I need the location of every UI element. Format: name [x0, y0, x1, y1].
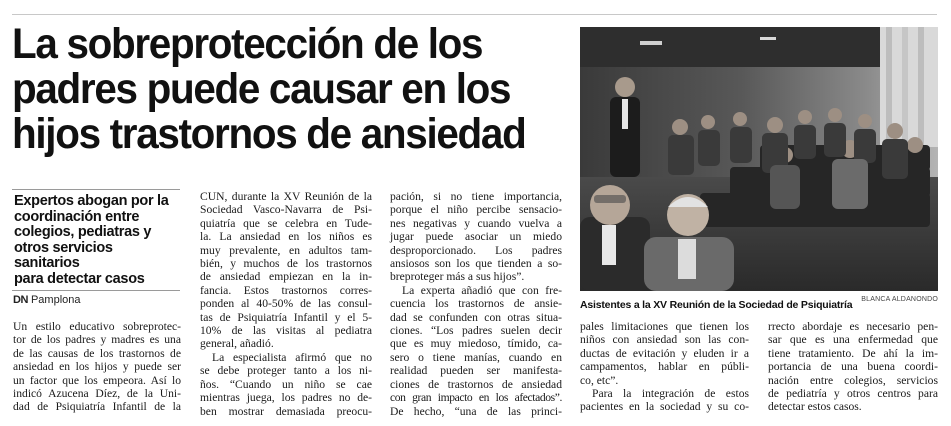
deck-line: para detectar casos	[14, 270, 145, 287]
text-line: indicó Azucena Díez, de la Uni-	[13, 387, 181, 401]
headline-line: padres puede causar en los	[12, 65, 511, 113]
byline-source: DN	[13, 294, 28, 306]
text-line: porque el niño percibe sensacio-	[390, 203, 562, 217]
byline-place: Pamplona	[30, 294, 81, 306]
text-line: rrecto abordaje es necesario pen-	[768, 320, 938, 333]
text-line: ansiedad en los hijos y puede ser	[13, 360, 181, 374]
text-line: detectar estos casos.	[768, 400, 862, 414]
text-line: general, añadió.	[200, 337, 274, 351]
text-line: ponden al 40-50% de las consul-	[200, 297, 372, 311]
text-line: de las causas de los trastornos de	[13, 346, 181, 360]
text-line: ben mostrar demasiada preocu-	[200, 404, 372, 418]
text-line: bién, y muchos de los trastornos	[200, 257, 372, 271]
text-line: niños con ansiedad son las con-	[580, 333, 749, 347]
text-line: la. La ansiedad en los niños es	[200, 230, 372, 244]
text-line: tor de los padres y madres es una	[13, 333, 181, 347]
text-line: cuencia los trastornos de ansie-	[390, 297, 562, 311]
text-line: mientras juega, los padres no de-	[200, 391, 372, 405]
article-column-2	[200, 190, 372, 418]
caption-text: Asistentes a la XV Reunión de la Sociedad de Psiquiatría	[580, 299, 853, 311]
top-rule	[12, 14, 937, 15]
text-line: ansiosos son los que tienden a so-	[390, 257, 562, 271]
text-line: pacientes en la sociedad y su co-	[580, 400, 749, 414]
text-line: fancia. Estos trastornos corres-	[200, 283, 372, 297]
text-line: Sociedad Vasco-Navarra de Psi-	[200, 203, 372, 217]
text-line: se debe proteger tanto a los ni-	[200, 364, 372, 378]
deck-line: otros servicios sanitarios	[14, 239, 113, 271]
deck-subheadline	[14, 194, 180, 287]
text-line: que es muy miedoso, tímido, ca-	[390, 337, 562, 351]
byline	[13, 294, 81, 306]
headline-line: hijos trastornos de ansiedad	[12, 110, 526, 158]
text-line: nes negativas y cuando vuelva a	[390, 216, 562, 230]
photo-caption	[580, 295, 938, 313]
text-line: portancia de una buena coordi-	[768, 360, 938, 374]
deck-line: coordinación entre	[14, 208, 140, 225]
text-line: tiene tratamiento. De ahí la im-	[768, 346, 938, 360]
text-line: campamentos, hablar en públi-	[580, 360, 749, 374]
text-line: breproteger más a sus hijos”.	[390, 270, 525, 284]
text-line: de pediatría y otros centros para	[768, 387, 938, 401]
conference-photo	[580, 27, 938, 291]
headline-line: La sobreprotección de los	[12, 20, 483, 68]
deck-line: colegios, pediatras y	[14, 224, 152, 240]
text-line: muy prevalente, en adultos tam-	[200, 243, 372, 257]
text-line: pales limitaciones que tienen los	[580, 320, 749, 333]
text-line: co, etc”.	[580, 373, 619, 387]
text-line: un factor que los empeora. Así lo	[13, 373, 181, 387]
article-column-4	[580, 320, 749, 414]
article-column-3	[390, 190, 562, 418]
text-line: dad se confunden con otras situa-	[390, 310, 562, 324]
text-line: CUN, durante la XV Reunión de la	[200, 190, 372, 203]
text-line: pación, si no tiene importancia,	[390, 190, 562, 203]
text-line: realidad pueden ser manifesta-	[390, 364, 562, 378]
text-line: nación entre colegios, servicios	[768, 373, 938, 387]
text-line: ductas de evitación y eluden ir a	[580, 346, 749, 360]
deck-top-rule	[12, 189, 180, 190]
text-line: quiatría que se celebra en Tude-	[200, 216, 372, 230]
audience-illustration	[580, 27, 938, 291]
text-line: ños. “Cuando un niño se cae	[200, 377, 372, 391]
deck-line: Expertos abogan por la	[14, 193, 169, 209]
photo-credit: BLANCA ALDANONDO	[861, 296, 938, 303]
text-line: ciones. “Los padres suelen decir	[390, 324, 562, 338]
deck-bottom-rule	[12, 290, 180, 291]
article-column-1	[13, 320, 181, 414]
text-line: sero o tiene manías, cuando en	[390, 350, 562, 364]
text-line: con gran impacto en los afectados”.	[390, 391, 562, 405]
text-line: sar que es una enfermedad que	[768, 333, 938, 347]
text-line: La especialista afirmó que no	[212, 350, 372, 364]
text-line: Un estilo educativo sobreprotec-	[13, 320, 181, 333]
text-line: dad de Psiquiatría Infantil de la	[13, 400, 181, 414]
article-column-5	[768, 320, 938, 414]
text-line: La experta añadió que con fre-	[402, 283, 562, 297]
text-line: de ansiedad empiezan en la in-	[200, 270, 372, 284]
headline	[12, 22, 538, 157]
text-line: jugar puede asociar un miedo	[390, 230, 562, 244]
text-line: De hecho, “una de las princi-	[390, 404, 562, 418]
text-line: 10% de las visitas al pediatra	[200, 324, 372, 338]
text-line: tas de Psiquiatría Infantil y el 5-	[200, 310, 372, 324]
text-line: Para la integración de estos	[592, 387, 749, 401]
text-line: desproporcionado. Los padres	[390, 243, 562, 257]
text-line: ciones de trastornos de ansiedad	[390, 377, 562, 391]
